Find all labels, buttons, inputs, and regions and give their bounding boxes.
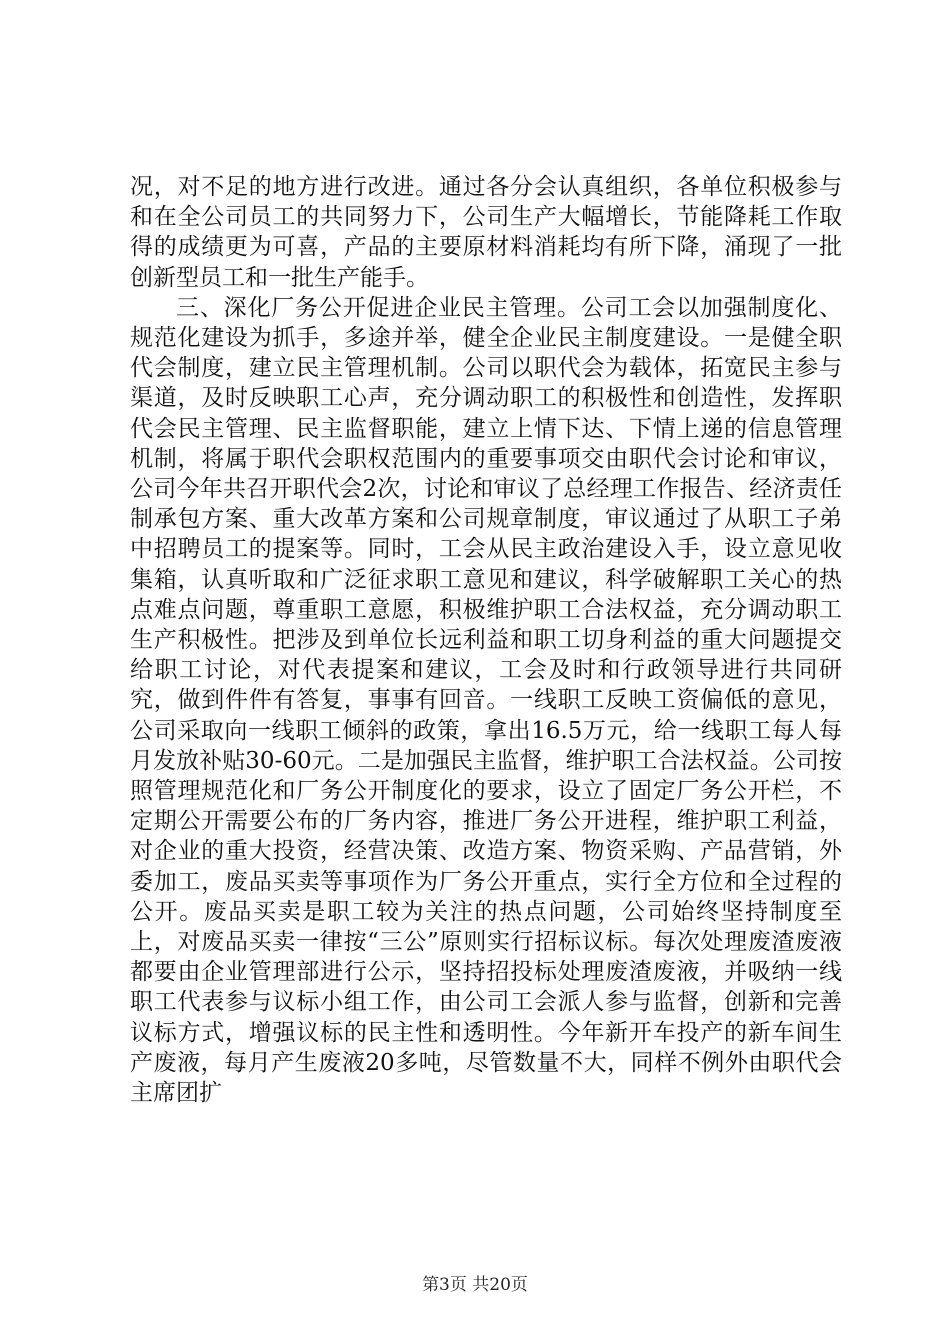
paragraph-continuation: 况，对不足的地方进行改进。通过各分会认真组织，各单位积极参与和在全公司员工的共同努力下，公司生产大幅增长，节能降耗工作取得的成绩更为可喜，产品的主要原材料消耗均有所下降，涌现了一批创新型员工和一批生产能手。 [130, 174, 842, 291]
document-body [130, 172, 842, 1108]
page-number-footer: 第3页 共20页 [422, 1275, 528, 1295]
paragraph-section-three: 三、深化厂务公开促进企业民主管理。公司工会以加强制度化、规范化建设为抓手，多途并举，健全企业民主制度建设。一是健全职代会制度，建立民主管理机制。公司以职代会为载体，拓宽民主参与渠道，及时反映职工心声，充分调动职工的积极性和创造性，发挥职代会民主管理、民主监督职能，建立上情下达、下情上递的信息管理机制，将属于职代会职权范围内的重要事项交由职代会讨论和审议，公司今年共召开职代会2次，讨论和审议了总经理工作报告、经济责任制承包方案、重大改革方案和公司规章制度，审议通过了从职工子弟中招聘员工的提案等。同时，工会从民主政治建设入手，设立意见收集箱，认真听取和广泛征求职工意见和建议，科学破解职工关心的热点难点问题，尊重职工意愿，积极维护职工合法权益，充分调动职工生产积极性。把涉及到单位长远利益和职工切身利益的重大问题提交给职工讨论，对代表提案和建议，工会及时和行政领导进行共同研究，做到件件有答复，事事有回音。一线职工反映工资偏低的意见，公司采取向一线职工倾斜的政策，拿出16.5万元，给一线职工每人每月发放补贴30-60元。二是加强民主监督，维护职工合法权益。公司按照管理规范化和厂务公开制度化的要求，设立了固定厂务公开栏，不定期公开需要公布的厂务内容，推进厂务公开进程，维护职工利益，对企业的重大投资，经营决策、改造方案、物资采购、产品营销，外委加工，废品买卖等事项作为厂务公开重点，实行全方位和全过程的公开。废品买卖是职工较为关注的热点问题，公司始终坚持制度至上，对废品买卖一律按“三公”原则实行招标议标。每次处理废渣废液都要由企业管理部进行公示，坚持招投标处理废渣废液，并吸纳一线职工代表参与议标小组工作，由公司工会派人参与监督，创新和完善议标方式，增强议标的民主性和透明性。今年新开车投产的新车间生产废液，每月产生废液20多吨，尽管数量不大，同样不例外由职代会主席团扩 [130, 294, 842, 1107]
